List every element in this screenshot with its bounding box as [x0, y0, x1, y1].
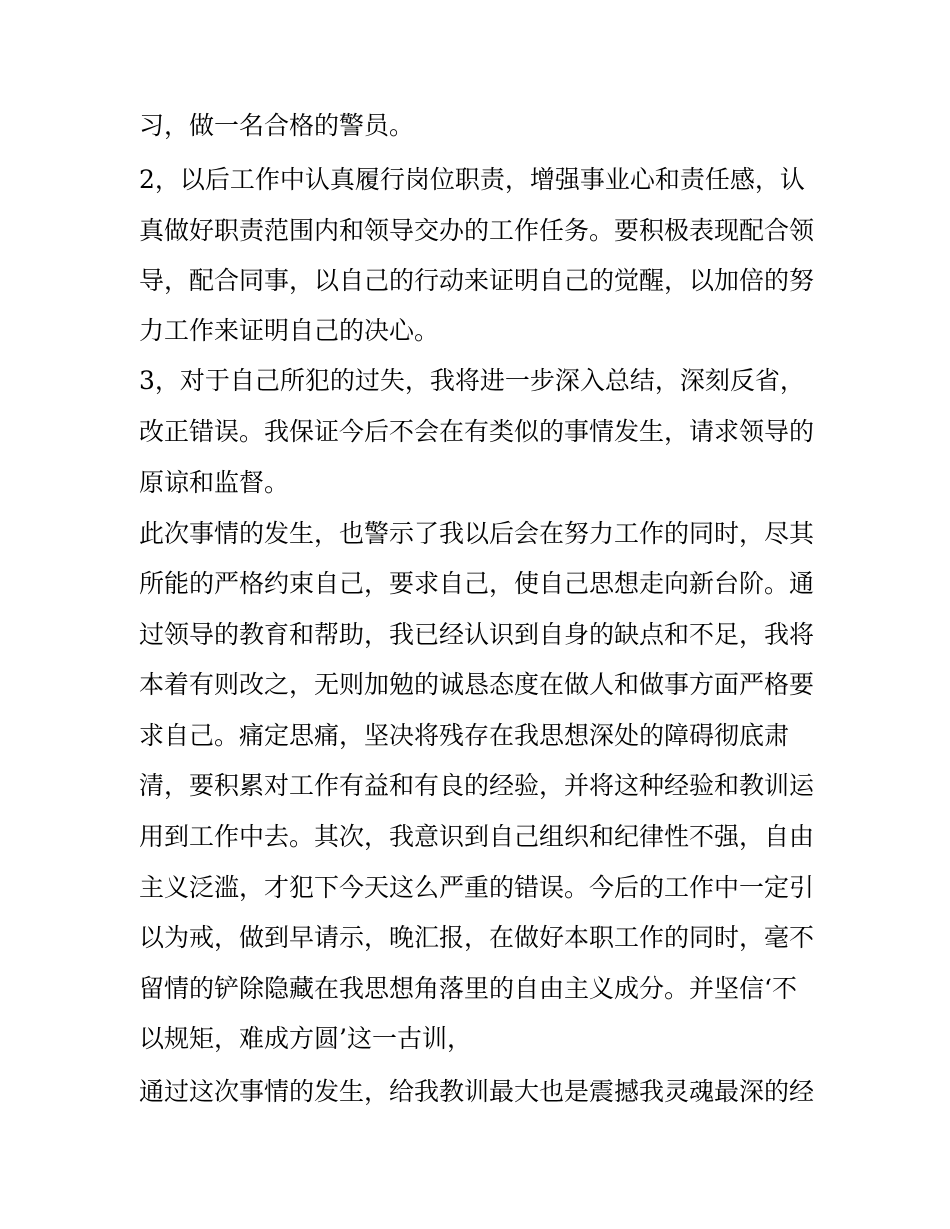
text-line: 求自己。痛定思痛，坚决将残存在我思想深处的障碍彻底肃	[139, 721, 790, 750]
text-line: 清，要积累对工作有益和有良的经验，并将这种经验和教训运	[139, 771, 815, 800]
text-line: 所能的严格约束自己，要求自己，使自己思想走向新台阶。通	[139, 569, 815, 598]
text-line: 真做好职责范围内和领导交办的工作任务。要积极表现配合领	[139, 216, 815, 245]
text-line: 本着有则改之，无则加勉的诚恳态度在做人和做事方面严格要	[139, 670, 815, 699]
text-line: 改正错误。我保证今后不会在有类似的事情发生，请求领导的	[139, 417, 815, 446]
text-line: 此次事情的发生，也警示了我以后会在努力工作的同时，尽其	[139, 519, 815, 548]
text-line: 导，配合同事，以自己的行动来证明自己的觉醒，以加倍的努	[139, 266, 815, 295]
text-line: 留情的铲除隐藏在我思想角落里的自由主义成分。并坚信‘不	[139, 974, 797, 1003]
text-line: 用到工作中去。其次，我意识到自己组织和纪律性不强，自由	[139, 822, 815, 851]
text-line: 原谅和监督。	[139, 468, 290, 497]
text-line: 通过这次事情的发生，给我教训最大也是震撼我灵魂最深的经	[139, 1077, 815, 1106]
text-line: 3，对于自己所犯的过失，我将进一步深入总结，深刻反省，	[139, 366, 805, 395]
text-line: 习，做一名合格的警员。	[139, 111, 415, 140]
text-line: 过领导的教育和帮助，我已经认识到自身的缺点和不足，我将	[139, 620, 815, 649]
text-line: 以规矩，难成方圆’这一古训，	[139, 1024, 472, 1053]
text-line: 力工作来证明自己的决心。	[139, 316, 440, 345]
text-line: 以为戒，做到早请示，晚汇报，在做好本职工作的同时，毫不	[139, 923, 815, 952]
text-line: 2，以后工作中认真履行岗位职责，增强事业心和责任感，认	[139, 165, 805, 194]
text-line: 主义泛滥，才犯下今天这么严重的错误。今后的工作中一定引	[139, 873, 815, 902]
